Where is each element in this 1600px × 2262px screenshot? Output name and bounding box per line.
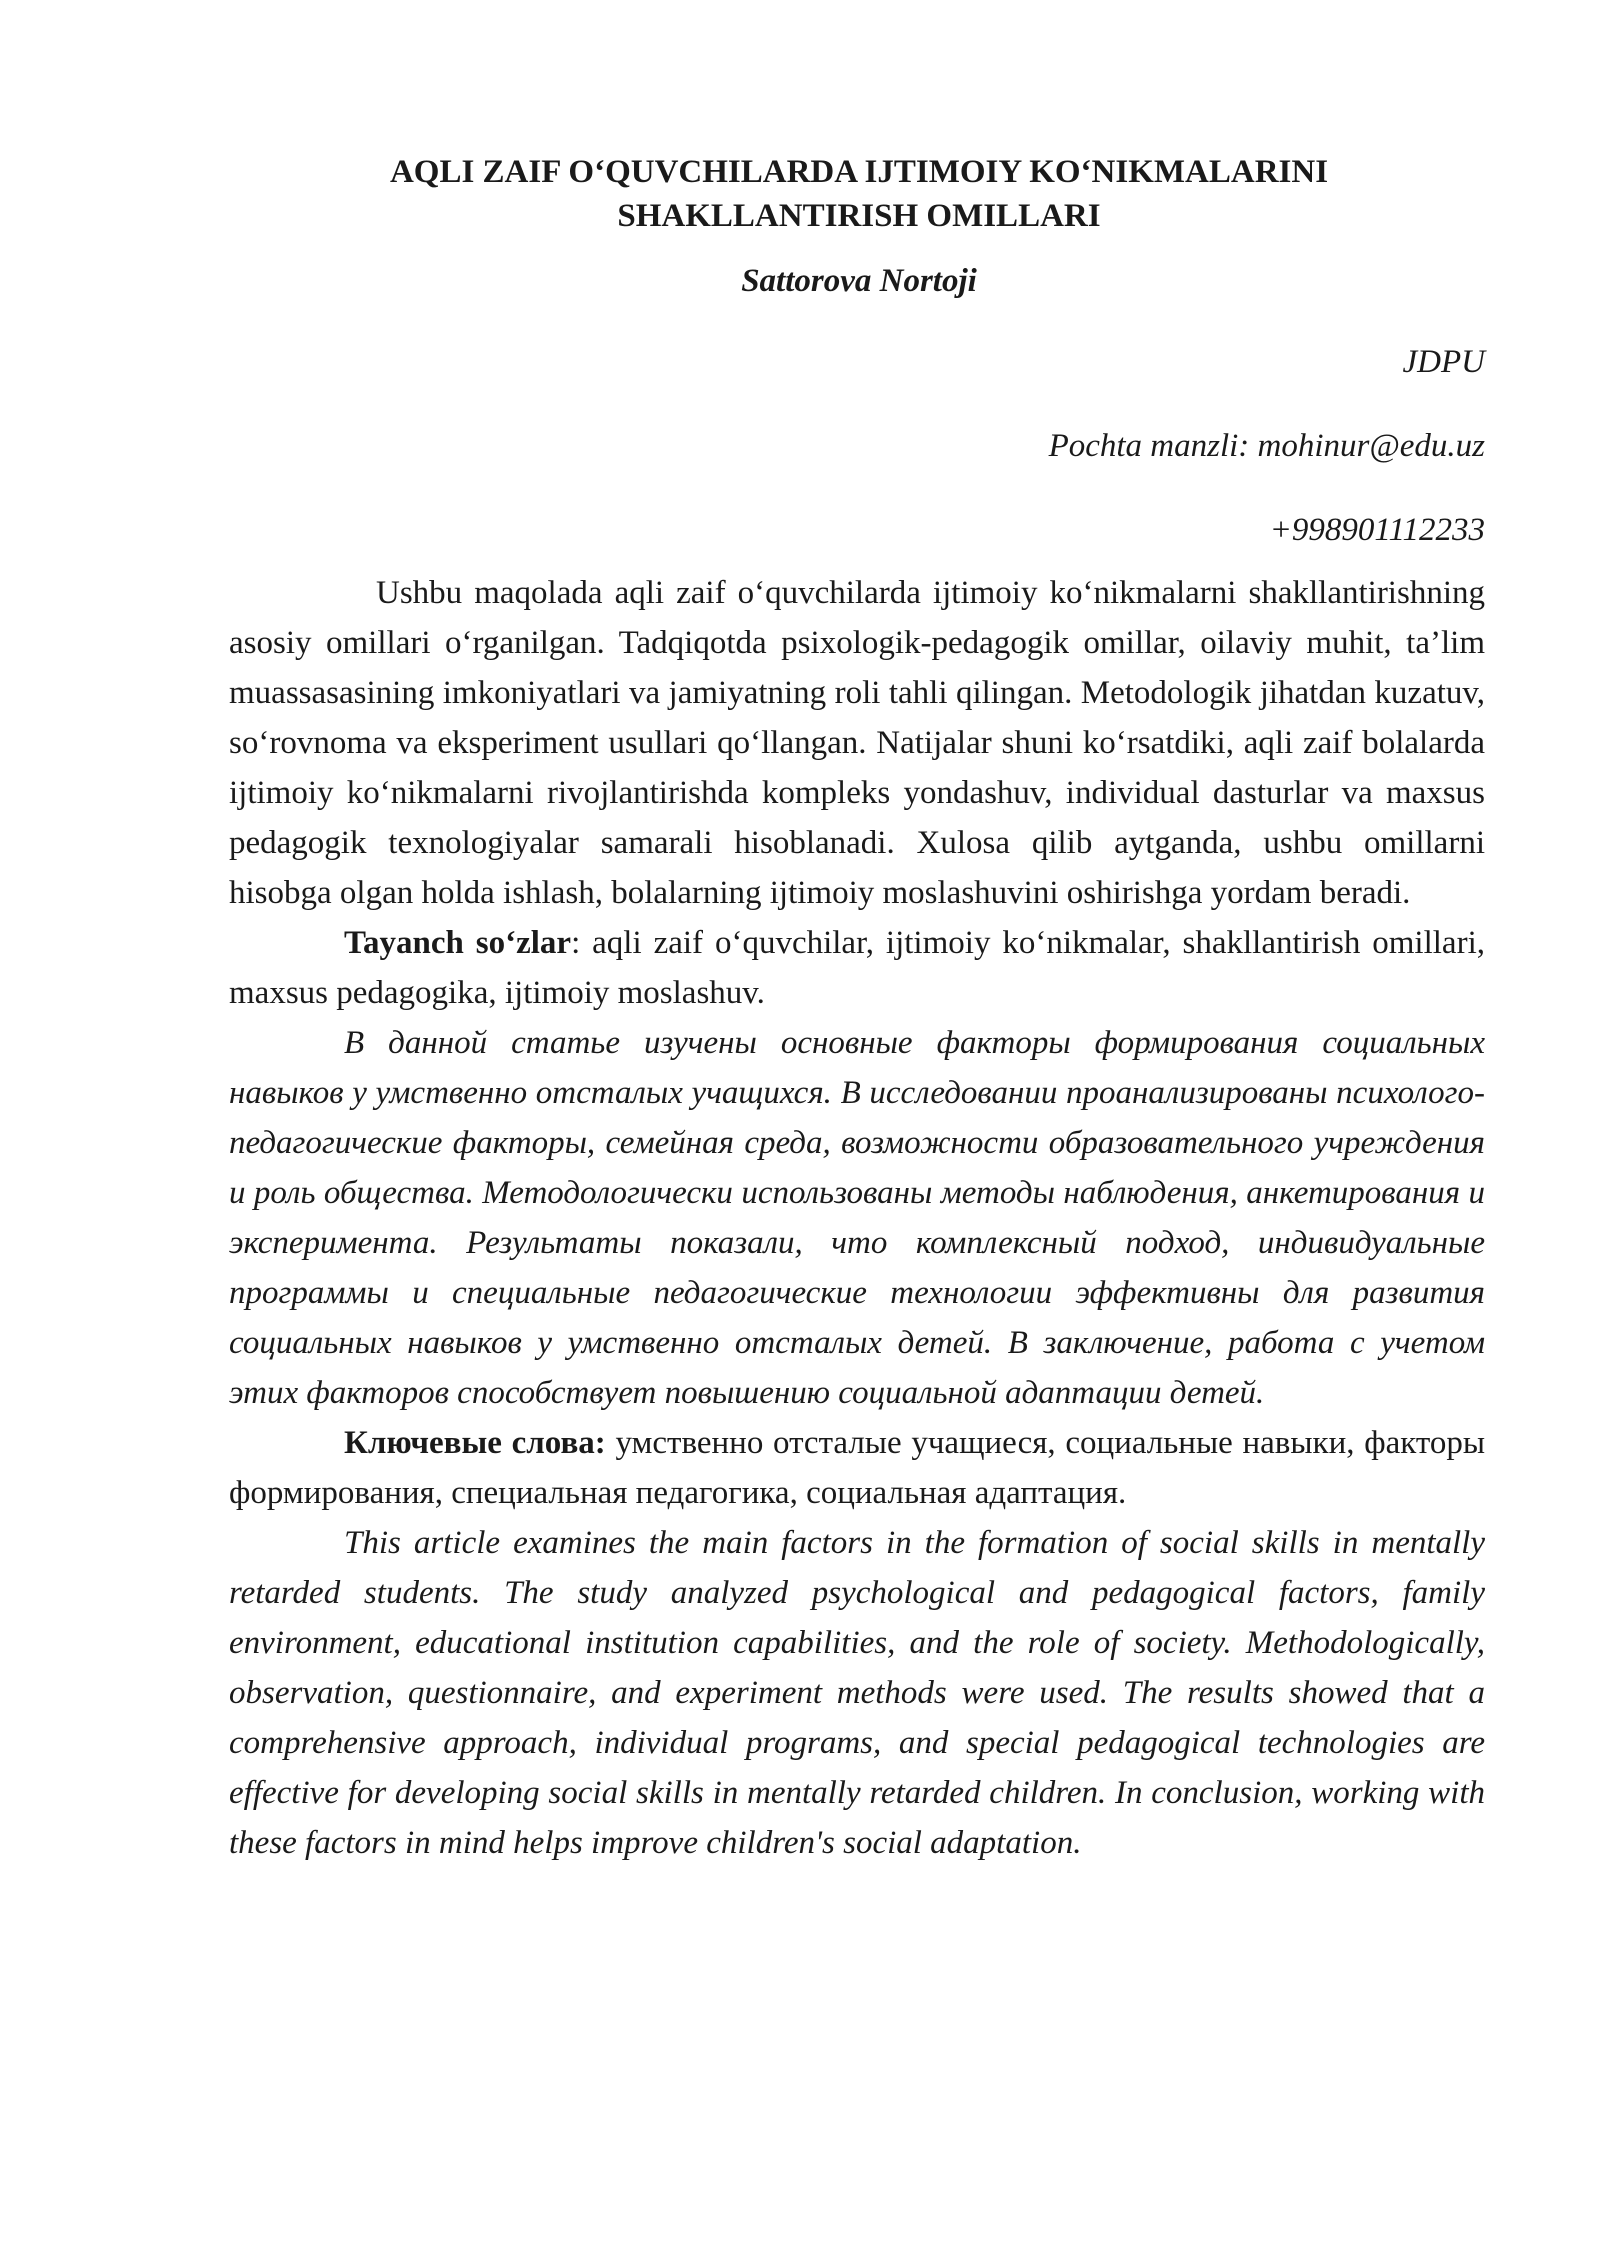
author-name: Sattorova Nortoji [741,263,977,299]
keywords-russian-label: Ключевые слова: [344,1425,606,1461]
keywords-uzbek-label: Tayanch so‘zlar [344,925,572,961]
phone-line: +998901112233 [1269,512,1485,548]
article-content [229,150,1485,1868]
keywords-russian-text: умственно отсталые учащиеся, социальные навыки, факторы формирования, специальная педагогика, социальная адаптация. [229,1425,1485,1511]
keywords-russian [229,1418,1485,1518]
title-line-1: AQLI ZAIF O‘QUVCHILARDA IJTIMOIY KO‘NIKMALARINI [389,154,1329,190]
article-title [359,150,1359,238]
abstract-russian: В данной статье изучены основные факторы формирования социальных навыков у умственно отсталых учащихся. В исследовании проанализированы психолого-педагогические факторы, семейная среда, возможности образовательного учреждения и роль общества. Методологически использованы методы наблюдения, анкетирования и эксперимента. Результаты показали, что комплексный подход, индивидуальные программы и специальные педагогические технологии эффективны для развития социальных навыков у умственно отсталых детей. В заключение, работа с учетом этих факторов способствует повышению социальной адаптации детей. [229,1025,1485,1411]
abstract-english: This article examines the main factors in the formation of social skills in mentally retarded students. The study analyzed psychological and pedagogical factors, family environment, educational institution capabilities, and the role of society. Methodologically, observation, questionnaire, and experiment methods were used. The results showed that a comprehensive approach, individual programs, and special pedagogical technologies are effective for developing social skills in mentally retarded children. In conclusion, working with these factors in mind helps improve children's social adaptation. [229,1525,1485,1861]
keywords-uzbek [229,918,1485,1018]
affiliation: JDPU [1402,344,1485,380]
keywords-uzbek-text: : aqli zaif o‘quvchilar, ijtimoiy ko‘nikmalar, shakllantirish omillari, maxsus pedagogika, ijtimoiy moslashuv. [229,925,1485,1011]
title-line-2: SHAKLLANTIRISH OMILLARI [617,198,1101,234]
abstract-uzbek: Ushbu maqolada aqli zaif o‘quvchilarda ijtimoiy ko‘nikmalarni shakllantirishning asosiy omillari o‘rganilgan. Tadqiqotda psixologik-pedagogik omillar, oilaviy muhit, ta’lim muassasasining imkoniyatlari va jamiyatning roli tahli qilingan. Metodologik jihatdan kuzatuv, so‘rovnoma va eksperiment usullari qo‘llangan. Natijalar shuni ko‘rsatdiki, aqli zaif bolalarda ijtimoiy ko‘nikmalarni rivojlantirishda kompleks yondashuv, individual dasturlar va maxsus pedagogik texnologiyalar samarali hisoblanadi. Xulosa qilib aytganda, ushbu omillarni hisobga olgan holda ishlash, bolalarning ijtimoiy moslashuvini oshirishga yordam beradi. [229,575,1485,911]
email-line: Pochta manzli: mohinur@edu.uz [1048,428,1485,464]
